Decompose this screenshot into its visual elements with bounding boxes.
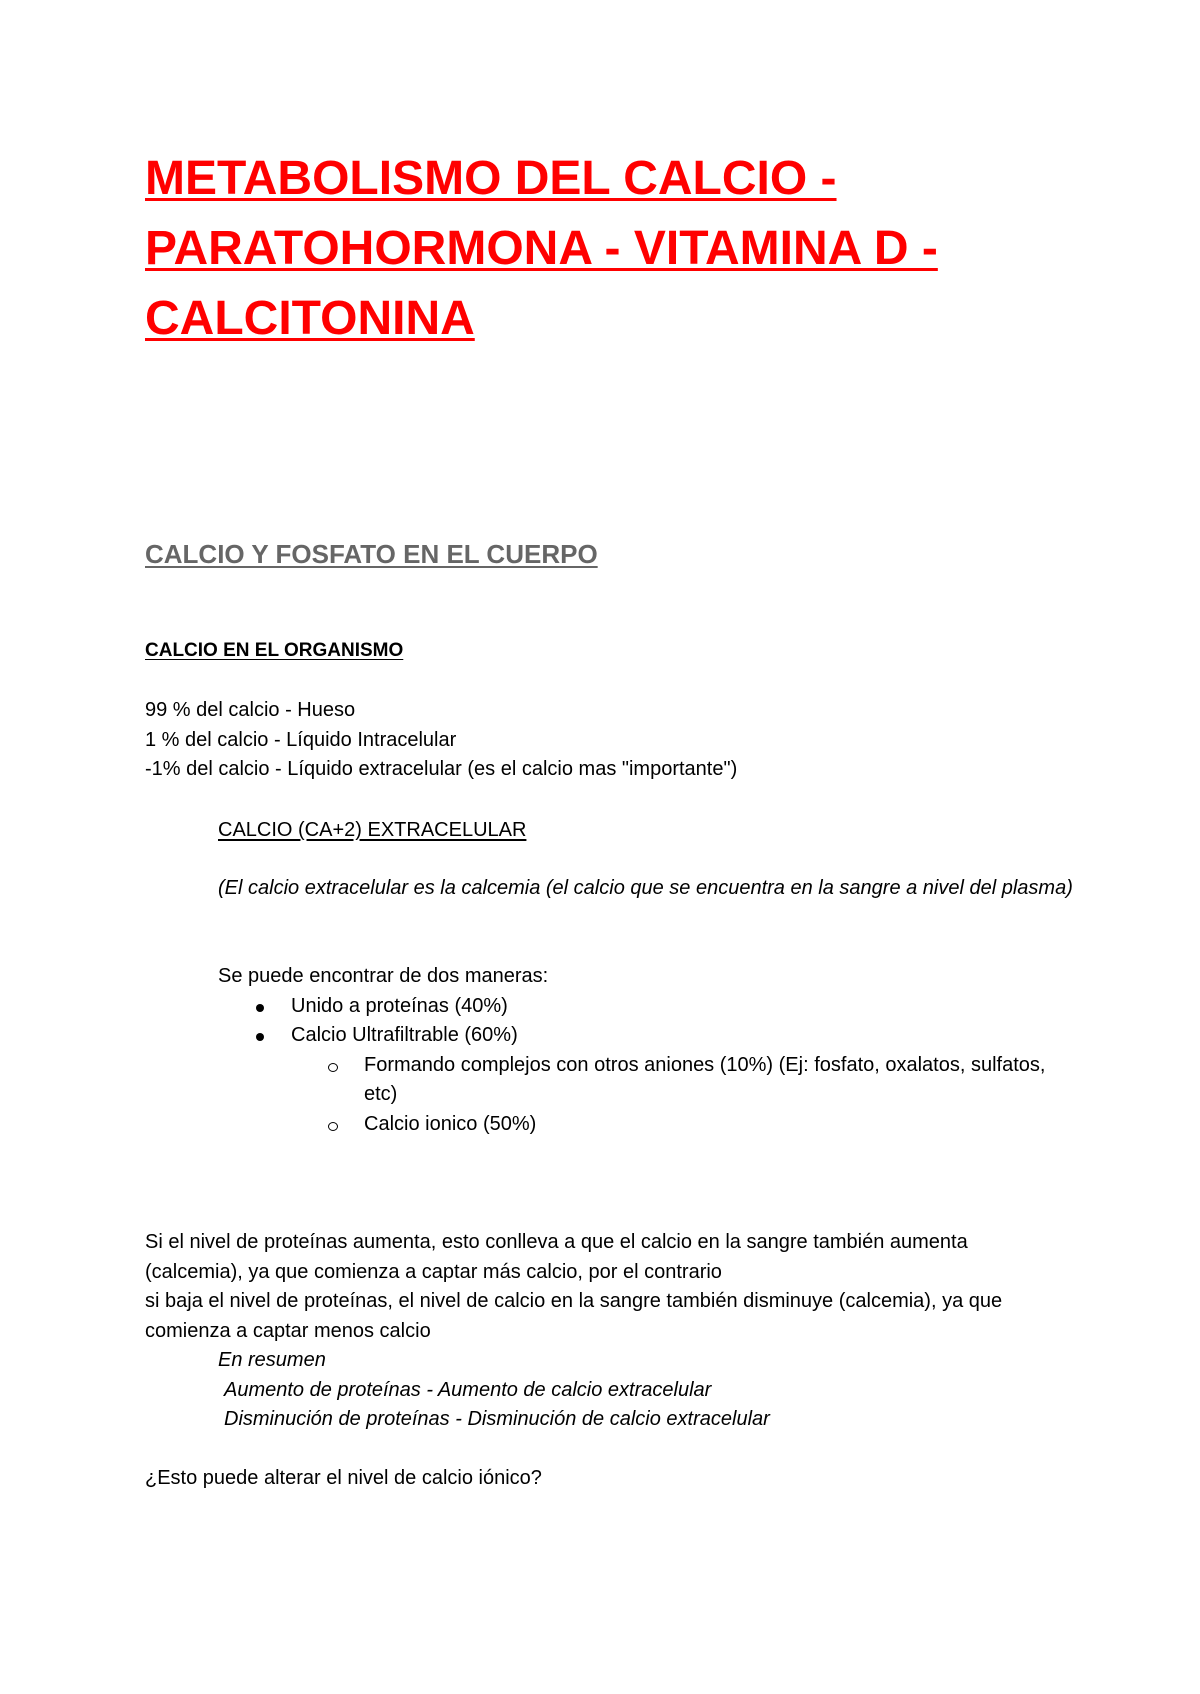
section-heading: CALCIO Y FOSFATO EN EL CUERPO: [145, 539, 598, 569]
protein-paragraphs: [145, 1228, 1070, 1346]
summary-block: [218, 1346, 1078, 1435]
document-title: METABOLISMO DEL CALCIO - PARATOHORMONA - VITAMINA D - CALCITONINA: [145, 152, 938, 345]
list-item: [291, 992, 1078, 1022]
hollow-bullet-icon: [328, 1063, 338, 1072]
list-item: [291, 1021, 1078, 1139]
question-block: [145, 1464, 1065, 1494]
summary-line: Disminución de proteínas - Disminución de calcio extracelular: [224, 1408, 770, 1430]
subsection-heading: CALCIO EN EL ORGANISMO: [145, 640, 404, 661]
list-item-text: Unido a proteínas (40%): [291, 994, 508, 1017]
list-item-text: Calcio Ultrafiltrable (60%): [291, 1024, 518, 1046]
sub-list-item-text: Formando complejos con otros aniones (10%) (Ej: fosfato, oxalatos, sulfatos, etc): [364, 1053, 1046, 1105]
paragraph: si baja el nivel de proteínas, el nivel de calcio en la sangre también disminuye (calcemia), ya que comienza a captar menos calcio: [145, 1290, 1003, 1342]
bullet-icon: [256, 1033, 264, 1041]
summary-label: En resumen: [218, 1349, 326, 1371]
extracellular-note-block: [218, 874, 1078, 904]
extracellular-heading-block: [218, 816, 1078, 846]
sub-list-item-text: Calcio ionico (50%): [364, 1112, 537, 1135]
forms-intro: Se puede encontrar de dos maneras:: [218, 965, 549, 987]
calcium-distribution: [145, 696, 1065, 785]
forms-list: [291, 992, 1078, 1140]
question: ¿Esto puede alterar el nivel de calcio iónico?: [145, 1467, 542, 1489]
distribution-line: -1% del calcio - Líquido extracelular (es el calcio mas "importante"): [145, 758, 738, 780]
extracellular-heading: CALCIO (CA+2) EXTRACELULAR: [218, 819, 527, 841]
sub-list: [364, 1051, 1064, 1140]
distribution-line: 1 % del calcio - Líquido Intracelular: [145, 728, 457, 751]
distribution-line: 99 % del calcio - Hueso: [145, 699, 356, 721]
bullet-icon: [256, 1004, 264, 1012]
hollow-bullet-icon: [328, 1122, 338, 1131]
paragraph: Si el nivel de proteínas aumenta, esto conlleva a que el calcio en la sangre también aumenta (calcemia), ya que comienza a captar más calcio, por el contrario: [145, 1231, 968, 1283]
summary-line: Aumento de proteínas - Aumento de calcio extracelular: [224, 1378, 712, 1401]
sub-list-item: [364, 1051, 1064, 1110]
sub-list-item: [364, 1110, 1064, 1140]
extracellular-forms: [218, 962, 1078, 1139]
extracellular-note: (El calcio extracelular es la calcemia (el calcio que se encuentra en la sangre a nivel del plasma): [218, 877, 1073, 899]
